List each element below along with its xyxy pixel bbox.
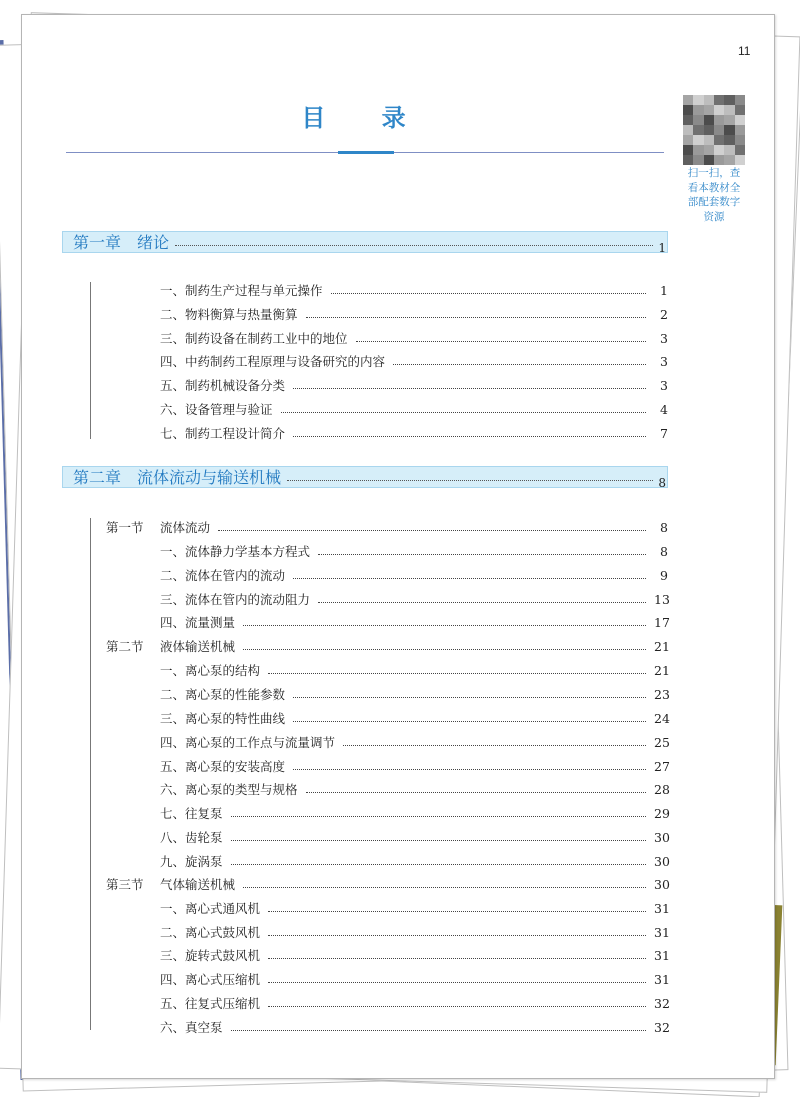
- item-page: 28: [654, 782, 670, 797]
- qr-code-icon[interactable]: [683, 95, 745, 165]
- toc-title: 目 录: [301, 104, 430, 132]
- item-page: 3: [660, 378, 668, 393]
- item-page: 2: [660, 307, 668, 322]
- item-label: 三、离心泵的特性曲线: [160, 711, 286, 726]
- leader-dots: [318, 554, 646, 555]
- item-label: 五、往复式压缩机: [160, 996, 261, 1011]
- qr-cell: [704, 105, 714, 115]
- section-label: 气体输送机械: [160, 877, 236, 892]
- leader-dots: [281, 412, 646, 413]
- leader-dots: [343, 745, 646, 746]
- qr-caption-line: 部配套数字: [687, 196, 741, 208]
- item-label: 八、齿轮泵: [160, 830, 223, 845]
- toc-item[interactable]: [160, 946, 668, 964]
- toc-item[interactable]: [160, 424, 668, 442]
- qr-cell: [724, 95, 734, 105]
- section-page: 8: [660, 520, 668, 535]
- chapter-vertical-rule: [90, 282, 91, 439]
- qr-cell: [724, 115, 734, 125]
- toc-section[interactable]: [106, 875, 668, 893]
- leader-dots: [268, 935, 646, 936]
- leader-dots: [306, 317, 646, 318]
- qr-cell: [735, 95, 745, 105]
- item-page: 7: [660, 426, 668, 441]
- toc-item[interactable]: [160, 804, 668, 822]
- item-page: 3: [660, 354, 668, 369]
- qr-cell: [714, 125, 724, 135]
- item-page: 30: [654, 830, 670, 845]
- section-number: 第二节: [106, 639, 144, 654]
- item-page: 31: [654, 972, 670, 987]
- leader-dots: [268, 911, 646, 912]
- leader-dots: [231, 816, 646, 817]
- leader-dots: [293, 721, 646, 722]
- item-page: 21: [654, 663, 670, 678]
- item-page: 30: [654, 854, 670, 869]
- section-page: 21: [654, 639, 670, 654]
- qr-cell: [683, 145, 693, 155]
- toc-item[interactable]: [160, 376, 668, 394]
- qr-cell: [683, 95, 693, 105]
- leader-dots: [268, 958, 646, 959]
- toc-item[interactable]: [160, 733, 668, 751]
- qr-cell: [714, 105, 724, 115]
- section-label: 液体输送机械: [160, 639, 236, 654]
- qr-cell: [704, 115, 714, 125]
- item-page: 17: [654, 615, 670, 630]
- toc-item[interactable]: [160, 709, 668, 727]
- item-label: 三、制药设备在制药工业中的地位: [160, 331, 348, 346]
- item-page: 32: [654, 1020, 670, 1035]
- leader-dots: [231, 864, 646, 865]
- toc-item[interactable]: [160, 305, 668, 323]
- item-label: 三、旋转式鼓风机: [160, 948, 261, 963]
- leader-dots: [268, 1006, 646, 1007]
- item-label: 五、离心泵的安装高度: [160, 759, 286, 774]
- qr-cell: [693, 95, 703, 105]
- qr-cell: [735, 115, 745, 125]
- qr-cell: [693, 105, 703, 115]
- item-page: 31: [654, 925, 670, 940]
- leader-dots: [331, 293, 646, 294]
- toc-item[interactable]: [160, 923, 668, 941]
- qr-cell: [735, 125, 745, 135]
- chapter-title: 第二章 流体流动与输送机械: [73, 468, 282, 487]
- qr-cell: [735, 145, 745, 155]
- leader-dots: [318, 602, 646, 603]
- leader-dots: [268, 982, 646, 983]
- item-label: 一、流体静力学基本方程式: [160, 544, 311, 559]
- toc-section[interactable]: [106, 518, 668, 536]
- qr-cell: [735, 105, 745, 115]
- chapter-heading[interactable]: [62, 466, 668, 488]
- qr-cell: [693, 145, 703, 155]
- leader-dots: [287, 480, 653, 481]
- qr-cell: [704, 155, 714, 165]
- qr-cell: [704, 125, 714, 135]
- item-page: 24: [654, 711, 670, 726]
- leader-dots: [218, 530, 646, 531]
- title-accent-bar: [338, 151, 394, 154]
- item-page: 25: [654, 735, 670, 750]
- toc-item[interactable]: [160, 613, 668, 631]
- qr-cell: [714, 155, 724, 165]
- item-label: 二、流体在管内的流动: [160, 568, 286, 583]
- chapter-heading[interactable]: [62, 231, 668, 253]
- item-page: 9: [660, 568, 668, 583]
- item-label: 二、离心泵的性能参数: [160, 687, 286, 702]
- item-label: 二、物料衡算与热量衡算: [160, 307, 298, 322]
- item-label: 四、中药制药工程原理与设备研究的内容: [160, 354, 386, 369]
- toc-item[interactable]: [160, 757, 668, 775]
- qr-cell: [714, 135, 724, 145]
- item-label: 四、离心式压缩机: [160, 972, 261, 987]
- toc-item[interactable]: [160, 329, 668, 347]
- item-page: 31: [654, 901, 670, 916]
- toc-item[interactable]: [160, 400, 668, 418]
- item-page: 23: [654, 687, 670, 702]
- leader-dots: [306, 792, 646, 793]
- chapter-title: 第一章 绪论: [73, 233, 170, 252]
- item-page: 8: [660, 544, 668, 559]
- toc-item[interactable]: [160, 1018, 668, 1036]
- toc-item[interactable]: [160, 899, 668, 917]
- leader-dots: [243, 649, 646, 650]
- qr-cell: [724, 105, 734, 115]
- toc-section[interactable]: [106, 637, 668, 655]
- item-page: 3: [660, 331, 668, 346]
- qr-cell: [704, 95, 714, 105]
- item-page: 29: [654, 806, 670, 821]
- item-label: 六、离心泵的类型与规格: [160, 782, 298, 797]
- item-label: 四、离心泵的工作点与流量调节: [160, 735, 336, 750]
- toc-item[interactable]: [160, 994, 668, 1012]
- qr-cell: [714, 145, 724, 155]
- item-label: 六、设备管理与验证: [160, 402, 273, 417]
- item-label: 五、制药机械设备分类: [160, 378, 286, 393]
- item-label: 二、离心式鼓风机: [160, 925, 261, 940]
- qr-cell: [693, 155, 703, 165]
- leader-dots: [175, 245, 653, 246]
- item-label: 一、制药生产过程与单元操作: [160, 283, 323, 298]
- toc-item[interactable]: [160, 590, 668, 608]
- toc-item[interactable]: [160, 352, 668, 370]
- qr-caption-line: 看本教材全: [687, 181, 741, 194]
- page-number: 11: [738, 44, 751, 58]
- chapter-page: 8: [658, 476, 666, 490]
- qr-cell: [714, 95, 724, 105]
- chapter-vertical-rule: [90, 518, 91, 1030]
- qr-caption: [679, 166, 749, 224]
- item-label: 九、旋涡泵: [160, 854, 223, 869]
- chapter-page: 1: [658, 241, 666, 255]
- qr-cell: [714, 115, 724, 125]
- item-page: 27: [654, 759, 670, 774]
- item-label: 三、流体在管内的流动阻力: [160, 592, 311, 607]
- section-label: 流体流动: [160, 520, 211, 535]
- toc-item[interactable]: [160, 852, 668, 870]
- leader-dots: [293, 697, 646, 698]
- item-label: 四、流量测量: [160, 615, 236, 630]
- qr-cell: [683, 155, 693, 165]
- leader-dots: [268, 673, 646, 674]
- toc-item[interactable]: [160, 780, 668, 798]
- qr-cell: [724, 155, 734, 165]
- item-label: 七、往复泵: [160, 806, 223, 821]
- leader-dots: [293, 388, 646, 389]
- qr-cell: [724, 135, 734, 145]
- qr-cell: [683, 135, 693, 145]
- leader-dots: [293, 578, 646, 579]
- section-number: 第三节: [106, 877, 144, 892]
- section-number: 第一节: [106, 520, 144, 535]
- leader-dots: [356, 341, 646, 342]
- qr-cell: [724, 125, 734, 135]
- toc-item[interactable]: [160, 661, 668, 679]
- item-label: 一、离心泵的结构: [160, 663, 261, 678]
- leader-dots: [243, 887, 646, 888]
- toc-item[interactable]: [160, 542, 668, 560]
- qr-cell: [704, 145, 714, 155]
- item-page: 31: [654, 948, 670, 963]
- toc-item[interactable]: [160, 566, 668, 584]
- item-page: 32: [654, 996, 670, 1011]
- toc-item[interactable]: [160, 970, 668, 988]
- qr-cell: [735, 155, 745, 165]
- qr-cell: [693, 115, 703, 125]
- toc-item[interactable]: [160, 281, 668, 299]
- item-page: 4: [660, 402, 668, 417]
- leader-dots: [293, 436, 646, 437]
- leader-dots: [231, 1030, 646, 1031]
- leader-dots: [243, 625, 646, 626]
- qr-cell: [693, 125, 703, 135]
- section-page: 30: [654, 877, 670, 892]
- toc-item[interactable]: [160, 828, 668, 846]
- toc-item[interactable]: [160, 685, 668, 703]
- qr-cell: [683, 105, 693, 115]
- qr-cell: [683, 125, 693, 135]
- leader-dots: [293, 769, 646, 770]
- leader-dots: [231, 840, 646, 841]
- item-label: 七、制药工程设计简介: [160, 426, 286, 441]
- item-page: 13: [654, 592, 670, 607]
- qr-cell: [704, 135, 714, 145]
- qr-cell: [693, 135, 703, 145]
- qr-caption-line: 资源: [703, 210, 725, 223]
- leader-dots: [393, 364, 646, 365]
- item-page: 1: [660, 283, 668, 298]
- qr-caption-line: 扫一扫，查: [687, 167, 741, 179]
- item-label: 一、离心式通风机: [160, 901, 261, 916]
- qr-cell: [735, 135, 745, 145]
- qr-cell: [724, 145, 734, 155]
- qr-cell: [683, 115, 693, 125]
- item-label: 六、真空泵: [160, 1020, 223, 1035]
